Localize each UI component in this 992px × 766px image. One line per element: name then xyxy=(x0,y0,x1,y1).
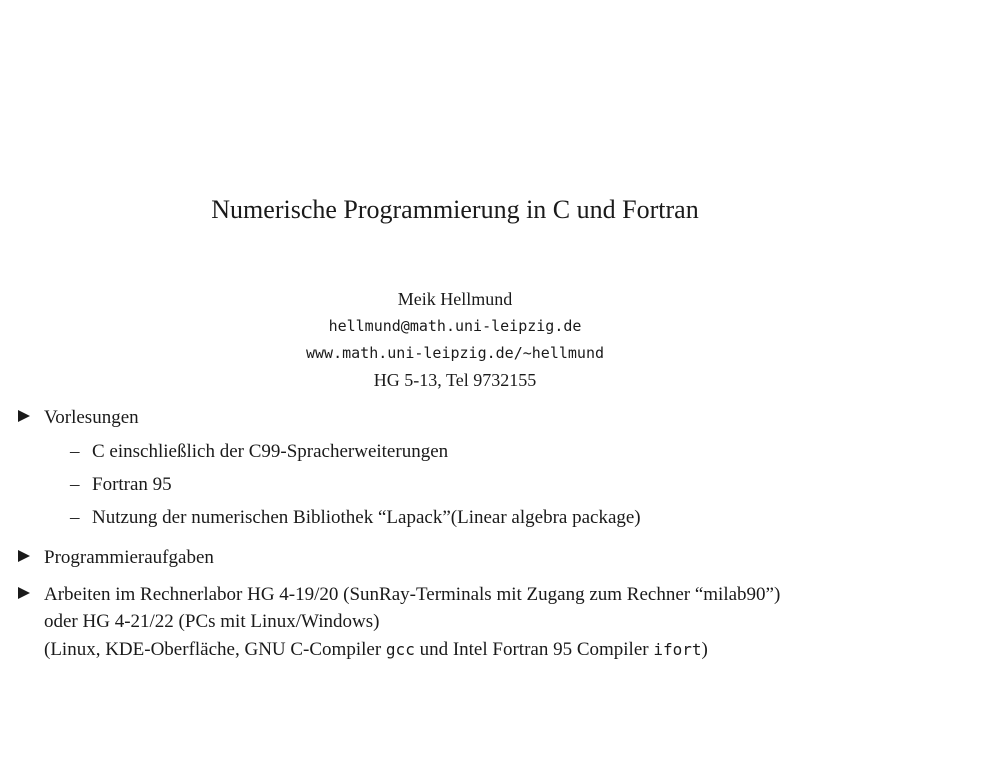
triangle-bullet-icon xyxy=(18,550,30,562)
bullet-list xyxy=(18,404,978,664)
sub-item-text: Nutzung der numerischen Bibliothek “Lapack”(Linear algebra package) xyxy=(92,507,641,528)
bullet-item-exercises xyxy=(18,544,978,571)
sub-item-text: C einschließlich der C99-Spracherweiterungen xyxy=(92,441,449,462)
triangle-bullet-icon xyxy=(18,587,30,599)
dash-icon: – xyxy=(70,441,80,462)
text-segment: (Linux, KDE-Oberfläche, GNU C-Compiler xyxy=(44,639,386,660)
triangle-bullet-icon xyxy=(18,410,30,422)
bullet-item-lectures xyxy=(18,404,978,534)
text-segment: ) xyxy=(701,639,708,660)
sub-item xyxy=(44,435,978,468)
bullet-text: Vorlesungen xyxy=(44,407,139,428)
sub-item xyxy=(44,468,978,501)
bullet-continuation: oder HG 4-21/22 (PCs mit Linux/Windows) xyxy=(44,611,380,632)
author-block xyxy=(0,286,910,394)
bullet-item-lab xyxy=(18,581,978,664)
sub-item xyxy=(44,501,978,534)
author-name: Meik Hellmund xyxy=(397,289,513,309)
bullet-text: Arbeiten im Rechnerlabor HG 4-19/20 (SunRay-Terminals mit Zugang zum Rechner “milab90”) xyxy=(44,584,781,605)
sub-item-text: Fortran 95 xyxy=(92,474,172,495)
author-website: www.math.uni-leipzig.de/~hellmund xyxy=(305,344,604,362)
author-office: HG 5-13, Tel 9732155 xyxy=(373,370,537,390)
text-segment: und Intel Fortran 95 Compiler xyxy=(414,639,654,660)
bullet-text: Programmieraufgaben xyxy=(44,547,214,568)
code-gcc: gcc xyxy=(385,640,415,659)
author-email: hellmund@math.uni-leipzig.de xyxy=(328,317,582,335)
code-ifort: ifort xyxy=(653,640,702,659)
dash-icon: – xyxy=(70,474,80,495)
bullet-continuation xyxy=(44,636,978,664)
slide-title: Numerische Programmierung in C und Fortran xyxy=(211,195,699,224)
dash-icon: – xyxy=(70,507,80,528)
